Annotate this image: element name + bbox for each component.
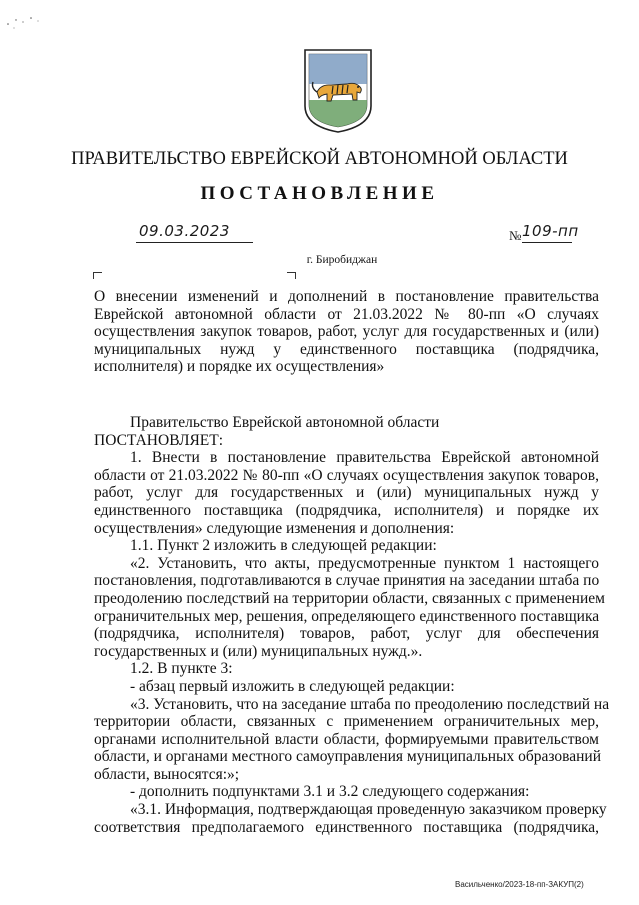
scan-specks [4, 14, 54, 34]
decree-title [94, 288, 599, 376]
body-line: 1.1. Пункт 2 изложить в следующей редакции: [130, 537, 437, 555]
decree-body [94, 414, 610, 836]
body-line: «2. Установить, что акты, предусмотренные пунктом 1 настоящего [130, 554, 599, 572]
number-underline [522, 242, 572, 243]
body-line: - дополнить подпунктами 3.1 и 3.2 следующего содержания: [130, 783, 530, 801]
body-line: преодолению последствий на территории области, связанных с применением [94, 589, 605, 607]
body-line: ограничительных мер, решения, определяющего единственного поставщика [94, 607, 600, 625]
title-line: муниципальных нужд у единственного поставщика (подрядчика, [94, 340, 599, 358]
body-line: «3. Установить, что на заседание штаба по преодолению последствий на [130, 695, 610, 713]
document-reference-footer: Васильченко/2023-18-пп-ЗАКУП(2) [455, 880, 584, 889]
body-line: области от 21.03.2022 № 80-пп «О случаях осуществления закупок товаров, [94, 466, 599, 484]
body-line: (подрядчика, исполнителя) товаров, работ, услуг для обеспечения [94, 625, 599, 643]
government-title: ПРАВИТЕЛЬСТВО ЕВРЕЙСКОЙ АВТОНОМНОЙ ОБЛАСТИ [71, 149, 568, 169]
city-label: г. Биробиджан [306, 254, 378, 266]
body-line: области, и органами местного самоуправления муниципальных образований [94, 748, 602, 766]
body-line: Правительство Еврейской автономной области [130, 414, 440, 431]
decree-number-handwritten: 109-пп [522, 222, 579, 240]
body-line: постановления, подготавливаются в случае принятия на заседании штаба по [94, 572, 600, 590]
coat-of-arms-emblem [303, 48, 373, 134]
title-corner-right [287, 272, 296, 279]
body-line: единственного поставщика (подрядчика, исполнителя) и порядке их [94, 501, 599, 519]
document-type-heading: ПОСТАНОВЛЕНИЕ [200, 183, 439, 204]
body-line: 1. Внести в постановление правительства Еврейской автономной [130, 449, 599, 467]
title-line: исполнителя) и порядке их осуществления» [94, 358, 385, 376]
body-line: органами исполнительной власти области, формируемыми правительством [94, 730, 599, 748]
body-line: 1.2. В пункте 3: [130, 660, 233, 678]
title-line: О внесении изменений и дополнений в постановление правительства [94, 288, 599, 305]
title-corner-left [93, 272, 102, 279]
decree-date-handwritten: 09.03.2023 [139, 222, 230, 240]
title-line: Еврейской автономной области от 21.03.2022 № 80-пп «О случаях [94, 305, 599, 323]
body-line: государственных и (или) муниципальных нужд.». [94, 642, 423, 660]
body-line: «3.1. Информация, подтверждающая проведенную заказчиком проверку [130, 801, 607, 819]
body-line: осуществления» следующие изменения и дополнения: [94, 519, 455, 537]
body-line: работ, услуг для государственных и (или) муниципальных нужд у [94, 484, 599, 502]
body-line: ПОСТАНОВЛЯЕТ: [94, 431, 224, 449]
number-label: № [509, 228, 522, 243]
title-line: осуществления закупок товаров, работ, услуг для государственных и (или) [94, 323, 599, 341]
body-line: территории области, связанных с применением ограничительных мер, [94, 713, 599, 731]
body-line: области, выносятся:»; [94, 765, 240, 783]
body-line: соответствия предполагаемого единственного поставщика (подрядчика, [94, 818, 599, 836]
body-line: - абзац первый изложить в следующей редакции: [130, 677, 455, 695]
